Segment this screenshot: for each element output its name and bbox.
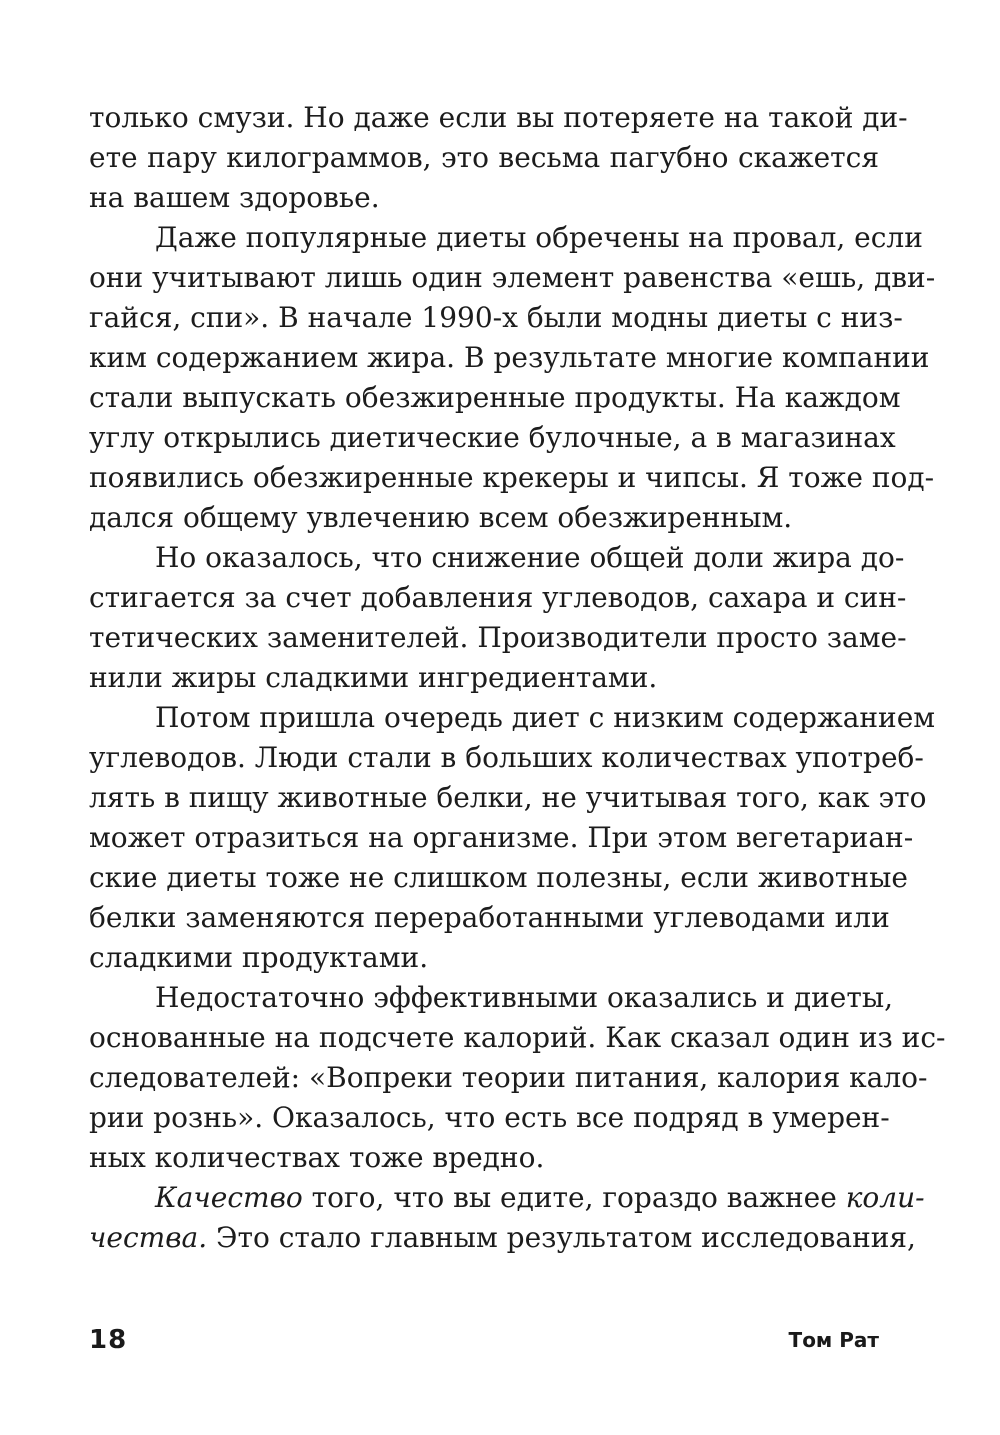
text-line: на вашем здоровье. (89, 181, 380, 214)
paragraph (89, 98, 908, 218)
paragraph (89, 538, 907, 698)
text-run: Это стало главным результатом исследования, (207, 1221, 916, 1254)
text-line: тетических заменителей. Производители просто заме- (89, 621, 907, 654)
paragraph (89, 978, 946, 1178)
text-line: ские диеты тоже не слишком полезны, если животные (89, 861, 908, 894)
text-line: стали выпускать обезжиренные продукты. На каждом (89, 381, 901, 414)
text-line: нили жиры сладкими ингредиентами. (89, 661, 658, 694)
text-line: основанные на подсчете калорий. Как сказал один из ис- (89, 1021, 946, 1054)
text-line: лять в пищу животные белки, не учитывая того, как это (89, 781, 927, 814)
text-line: следователей: «Вопреки теории питания, калория кало- (89, 1061, 928, 1094)
text-line: ким содержанием жира. В результате многие компании (89, 341, 930, 374)
text-line: рии рознь». Оказалось, что есть все подряд в умерен- (89, 1101, 890, 1134)
body-text (89, 98, 946, 1258)
text-line: дался общему увлечению всем обезжиренным. (89, 501, 793, 534)
paragraph (89, 698, 936, 978)
text-line: гайся, спи». В начале 1990-х были модны диеты с низ- (89, 301, 903, 334)
running-author: Том Рат (788, 1328, 879, 1352)
paragraph (89, 1178, 925, 1258)
text-line (89, 1218, 916, 1258)
text-line: стигается за счет добавления углеводов, сахара и син- (89, 581, 907, 614)
page-number: 18 (89, 1325, 128, 1355)
text-line: только смузи. Но даже если вы потеряете на такой ди- (89, 101, 908, 134)
text-line: углеводов. Люди стали в больших количествах употреб- (89, 741, 924, 774)
text-line: Потом пришла очередь диет с низким содержанием (155, 701, 936, 734)
text-line: появились обезжиренные крекеры и чипсы. Я тоже под- (89, 461, 935, 494)
text-line: ете пару килограммов, это весьма пагубно скажется (89, 141, 879, 174)
text-line: белки заменяются переработанными углеводами или (89, 901, 890, 934)
text-line: Но оказалось, что снижение общей доли жира до- (155, 541, 905, 574)
text-line: Даже популярные диеты обречены на провал, если (155, 221, 923, 254)
text-line: они учитывают лишь один элемент равенства «ешь, дви- (89, 261, 936, 294)
italic-text: коли- (845, 1181, 925, 1214)
text-line (89, 1178, 925, 1218)
text-line: ных количествах тоже вредно. (89, 1141, 545, 1174)
page-footer (89, 1320, 879, 1360)
italic-text: чества. (89, 1221, 208, 1254)
text-run: того, что вы едите, гораздо важнее (302, 1181, 846, 1214)
text-line: может отразиться на организме. При этом вегетариан- (89, 821, 914, 854)
text-line: Недостаточно эффективными оказались и диеты, (155, 981, 894, 1014)
italic-text: Качество (155, 1181, 303, 1214)
paragraph (89, 218, 936, 538)
text-line: углу открылись диетические булочные, а в магазинах (89, 421, 896, 454)
text-line: сладкими продуктами. (89, 941, 429, 974)
